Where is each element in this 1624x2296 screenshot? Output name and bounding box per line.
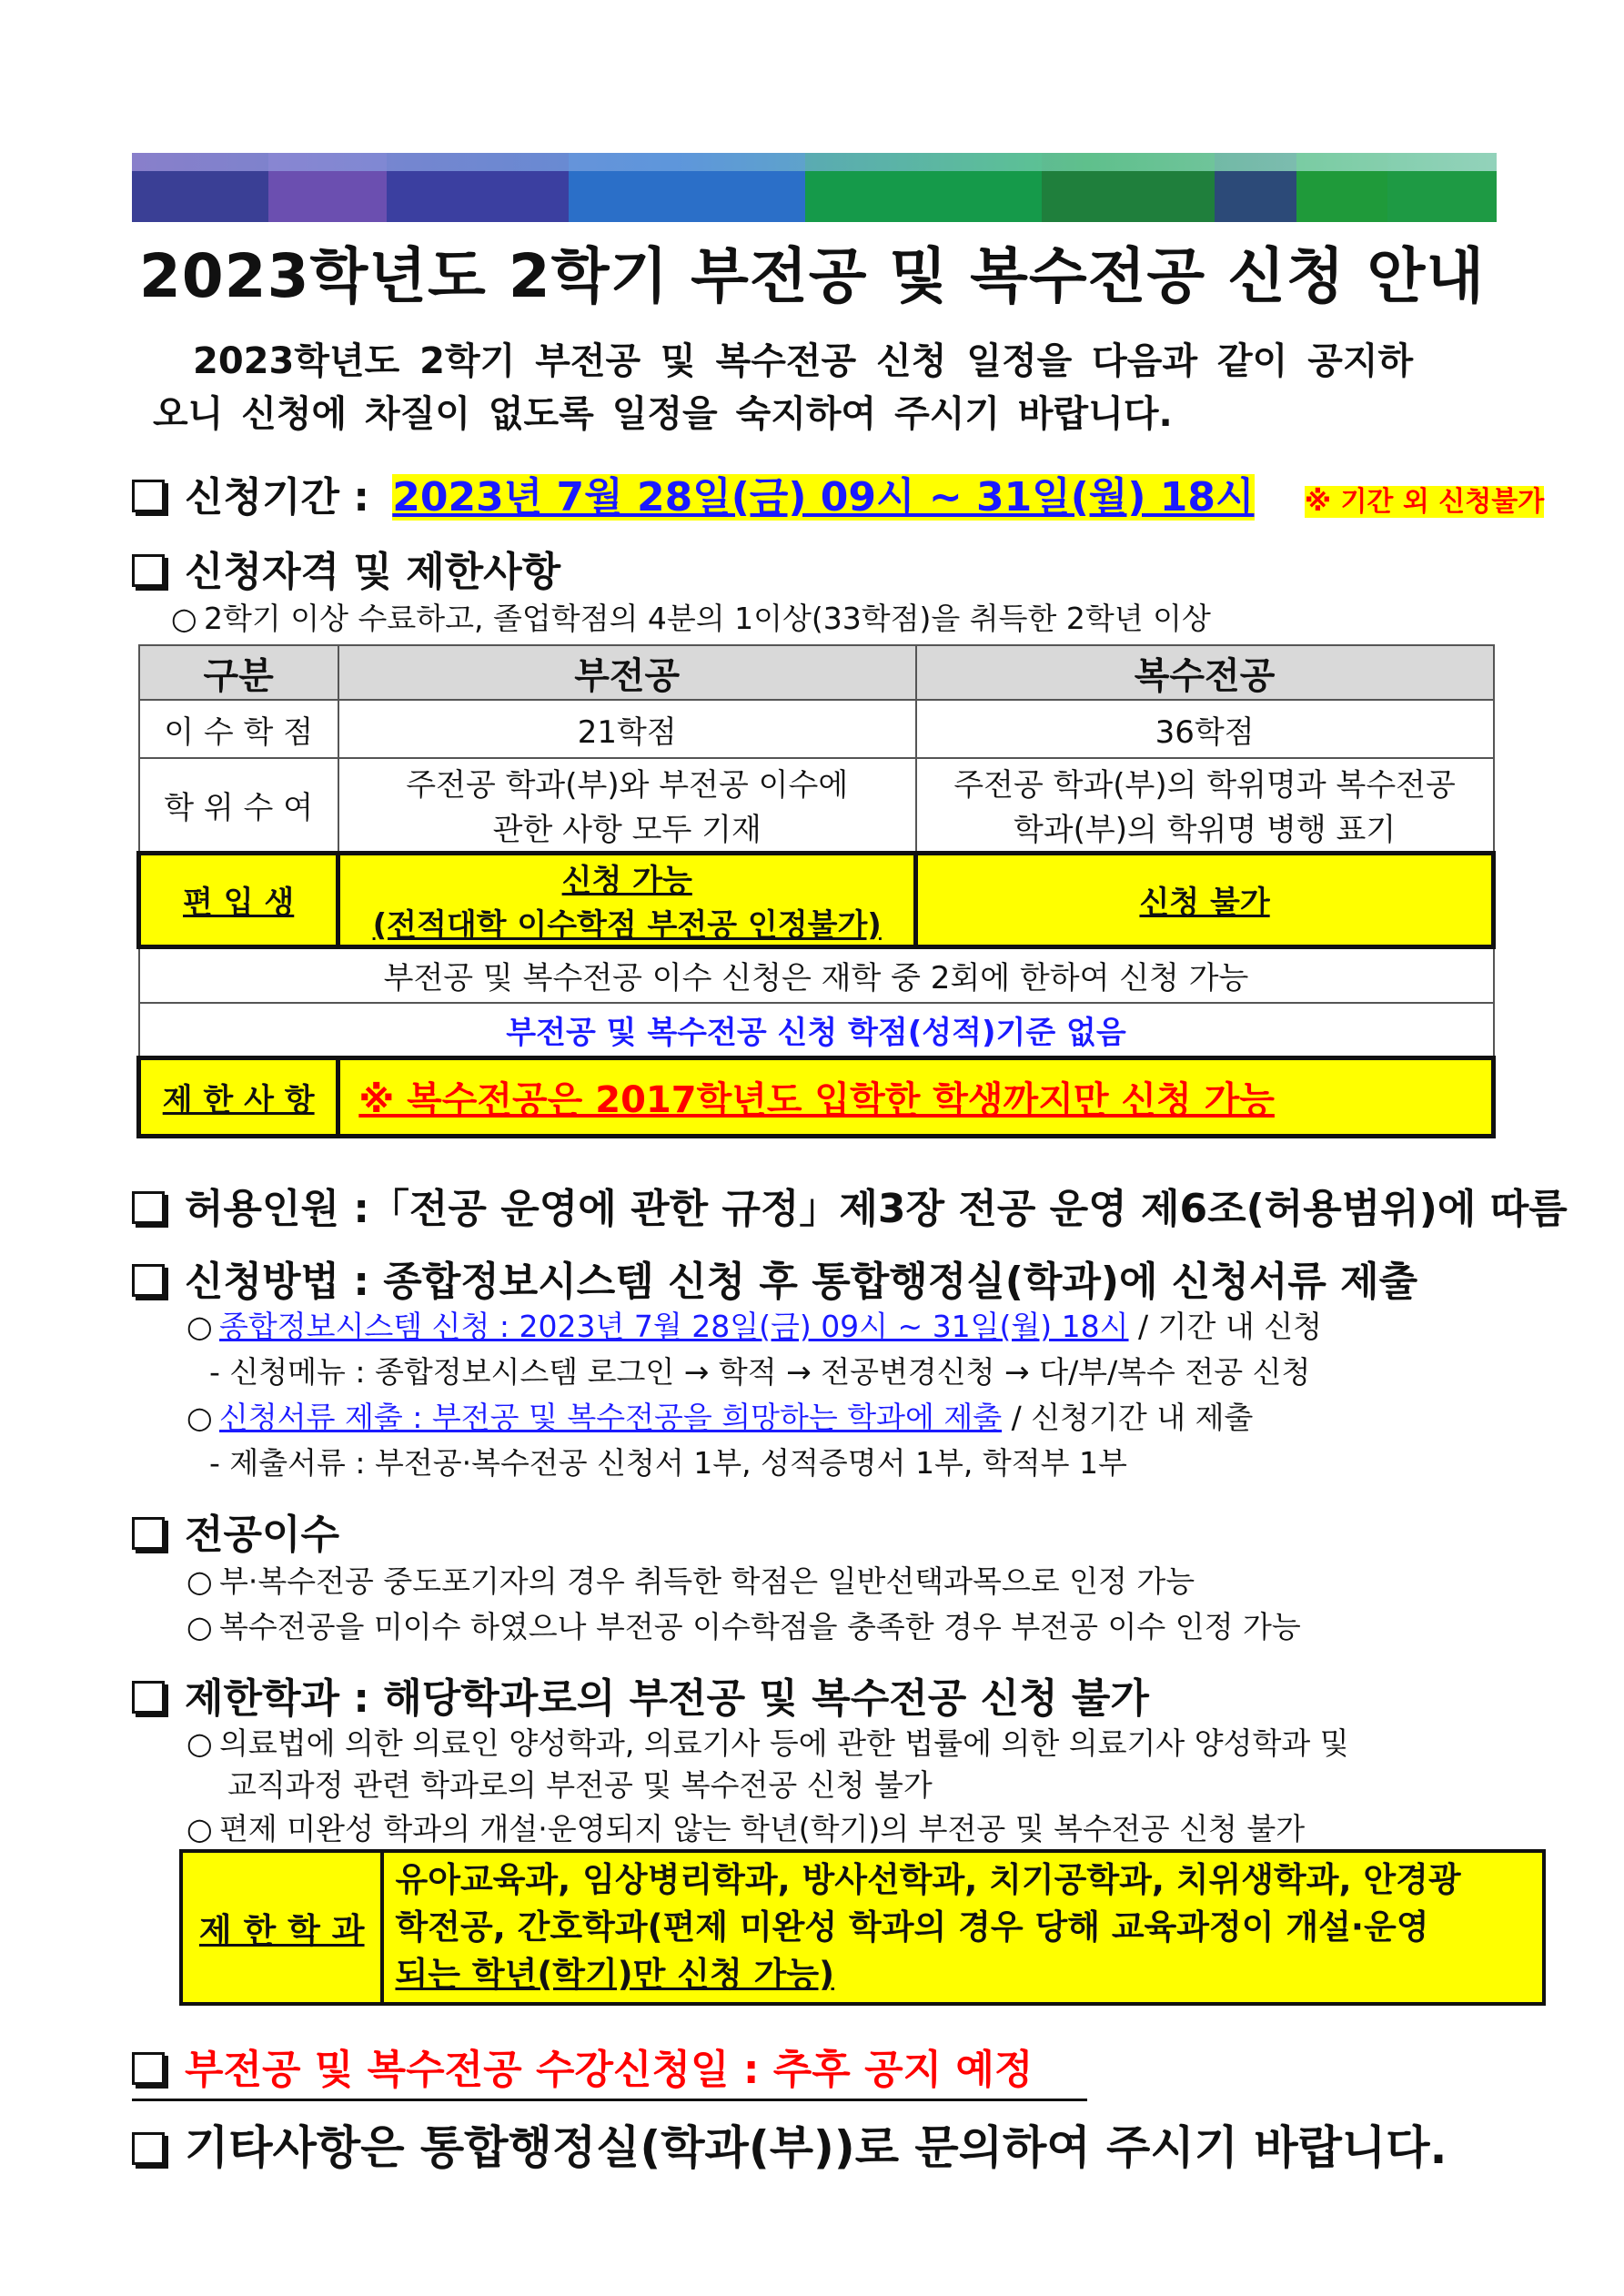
completion-heading: 전공이수 [185,1512,340,1558]
circle-bullet-icon: ○ [187,1400,213,1435]
checkbox-icon [132,1191,165,1224]
table-row-note1 [139,946,1494,1003]
section-registration [132,2037,1087,2101]
restricted-b1-line2: 교직과정 관련 학과로의 부전공 및 복수전공 신청 불가 [227,1767,933,1803]
completion-b1-text: 부·복수전공 중도포기자의 경우 취득한 학점은 일반선택과목으로 인정 가능 [219,1563,1195,1599]
circle-bullet-icon: ○ [187,1725,213,1761]
method-document-link[interactable]: 신청서류 제출 : 부전공 및 복수전공을 희망하는 학과에 제출 [219,1400,1003,1435]
transfer-label: 편 입 생 [139,853,338,946]
header-banner [132,153,1497,222]
circle-bullet-icon: ○ [187,1309,213,1344]
checkbox-icon [132,2132,165,2165]
eligibility-heading: 신청자격 및 제한사항 [185,549,561,595]
checkbox-icon [132,480,165,512]
intro-line-2: 오니 신청에 차질이 없도록 일정을 숙지하여 주시기 바랍니다. [153,393,1173,435]
checkbox-icon [132,1264,165,1297]
qualification-table [136,644,1496,1138]
restricted-bullet-2 [187,1805,1305,1848]
circle-bullet-icon: ○ [171,601,197,636]
completion-bullet-2 [187,1603,1301,1646]
method-b1-sub: - 신청메뉴 : 종합정보시스템 로그인 → 학적 → 전공변경신청 → 다/부/복수 전공 신청 [209,1354,1311,1390]
section-restricted [132,1665,1149,1724]
period-label: 신청기간 : [185,474,369,521]
header-minor: 부전공 [338,645,916,700]
method-b2-rest: / 신청기간 내 제출 [1011,1400,1254,1435]
section-quota [132,1176,1568,1234]
restriction-value: ※ 복수전공은 2017학년도 입학한 학생까지만 신청 가능 [338,1057,1494,1136]
header-category: 구분 [139,645,338,700]
degree-label: 학 위 수 여 [139,758,338,853]
degree-double-line1: 주전공 학과(부)의 학위명과 복수전공 [953,767,1456,804]
checkbox-icon [132,1517,165,1550]
section-completion [132,1502,339,1560]
credits-minor: 21학점 [338,700,916,758]
method-bullet-2 [187,1394,1253,1437]
registration-text: 부전공 및 복수전공 수강신청일 : 추후 공지 예정 [185,2047,1034,2093]
degree-double [916,758,1494,853]
degree-minor-line1: 주전공 학과(부)와 부전공 이수에 [406,767,849,804]
other-text: 기타사항은 통합행정실(학과(부))로 문의하여 주시기 바랍니다. [185,2121,1447,2174]
checkbox-icon [132,2052,165,2085]
completion-bullet-1 [187,1558,1195,1601]
table-row-restriction [139,1057,1494,1136]
table-row-credits [139,700,1494,758]
restriction-label: 제 한 사 항 [139,1057,338,1136]
period-note: ※ 기간 외 신청불가 [1304,486,1545,518]
table-row-note2 [139,1003,1494,1057]
method-b1-rest: / 기간 내 신청 [1138,1309,1323,1344]
period-value: 2023년 7월 28일(금) 09시 ~ 31일(월) 18시 [392,474,1255,521]
table-row-transfer [139,853,1494,946]
transfer-minor [338,853,916,946]
restricted-b1-line1: 의료법에 의한 의료인 양성학과, 의료기사 등에 관한 법률에 의한 의료기사 양성학과 및 [219,1725,1349,1761]
section-method [132,1249,1417,1307]
circle-bullet-icon: ○ [187,1563,213,1599]
note-no-grade: 부전공 및 복수전공 신청 학점(성적)기준 없음 [139,1003,1494,1057]
degree-minor-line2: 관한 사항 모두 기재 [492,812,762,849]
intro-line-1: 2023학년도 2학기 부전공 및 복수전공 신청 일정을 다음과 같이 공지하 [193,340,1414,382]
method-heading: 신청방법 : 종합정보시스템 신청 후 통합행정실(학과)에 신청서류 제출 [185,1259,1418,1305]
transfer-minor-line1: 신청 가능 [561,862,692,899]
table-header-row [139,645,1494,700]
checkbox-icon [132,1681,165,1714]
transfer-double: 신청 불가 [916,853,1494,946]
checkbox-icon [132,554,165,587]
restricted-b2-text: 편제 미완성 학과의 개설·운영되지 않는 학년(학기)의 부전공 및 복수전공 신청 불가 [219,1811,1306,1846]
circle-bullet-icon: ○ [187,1609,213,1644]
quota-text: 허용인원 :「전공 운영에 관한 규정」제3장 전공 운영 제6조(허용범위)에 따름 [185,1186,1568,1232]
restricted-list-line2: 학전공, 간호학과(편제 미완성 학과의 경우 당해 교육과정이 개설·운영 [395,1907,1429,1947]
transfer-minor-line2: (전적대학 이수학점 부전공 인정불가) [372,906,882,944]
degree-double-line2: 학과(부)의 학위명 병행 표기 [1013,812,1397,849]
method-system-link[interactable]: 종합정보시스템 신청 : 2023년 7월 28일(금) 09시 ~ 31일(월) 18시 [219,1309,1129,1344]
section-period [132,464,1544,522]
method-b2-sub: - 제출서류 : 부전공·복수전공 신청서 1부, 성적증명서 1부, 학적부 1부 [209,1445,1127,1481]
circle-bullet-icon: ○ [187,1811,213,1846]
restricted-table-value [382,1851,1544,2004]
intro-paragraph [153,335,1499,440]
restricted-table-label: 제 한 학 과 [181,1851,382,2004]
credits-double: 36학점 [916,700,1494,758]
degree-minor [338,758,916,853]
restricted-table-row [181,1851,1544,2004]
restricted-list-line1: 유아교육과, 임상병리학과, 방사선학과, 치기공학과, 치위생학과, 안경광 [395,1860,1461,1899]
restricted-bullet-1 [187,1720,1349,1763]
section-other [132,2111,1447,2177]
section-eligibility [132,539,560,597]
restricted-list-line3: 되는 학년(학기)만 신청 가능) [395,1955,835,1994]
restricted-heading: 제한학과 : 해당학과로의 부전공 및 복수전공 신청 불가 [185,1675,1149,1722]
note-times: 부전공 및 복수전공 이수 신청은 재학 중 2회에 한하여 신청 가능 [139,946,1494,1003]
completion-b2-text: 복수전공을 미이수 하였으나 부전공 이수학점을 충족한 경우 부전공 이수 인정 가능 [219,1609,1301,1644]
header-double: 복수전공 [916,645,1494,700]
table-row-degree [139,758,1494,853]
eligibility-bullet-text: 2학기 이상 수료하고, 졸업학점의 4분의 1이상(33학점)을 취득한 2학년 이상 [204,601,1211,636]
restricted-table [179,1849,1546,2006]
page-title: 2023학년도 2학기 부전공 및 복수전공 신청 안내 [138,241,1486,311]
method-bullet-1 [187,1303,1322,1346]
eligibility-bullet [171,595,1211,638]
credits-label: 이 수 학 점 [139,700,338,758]
